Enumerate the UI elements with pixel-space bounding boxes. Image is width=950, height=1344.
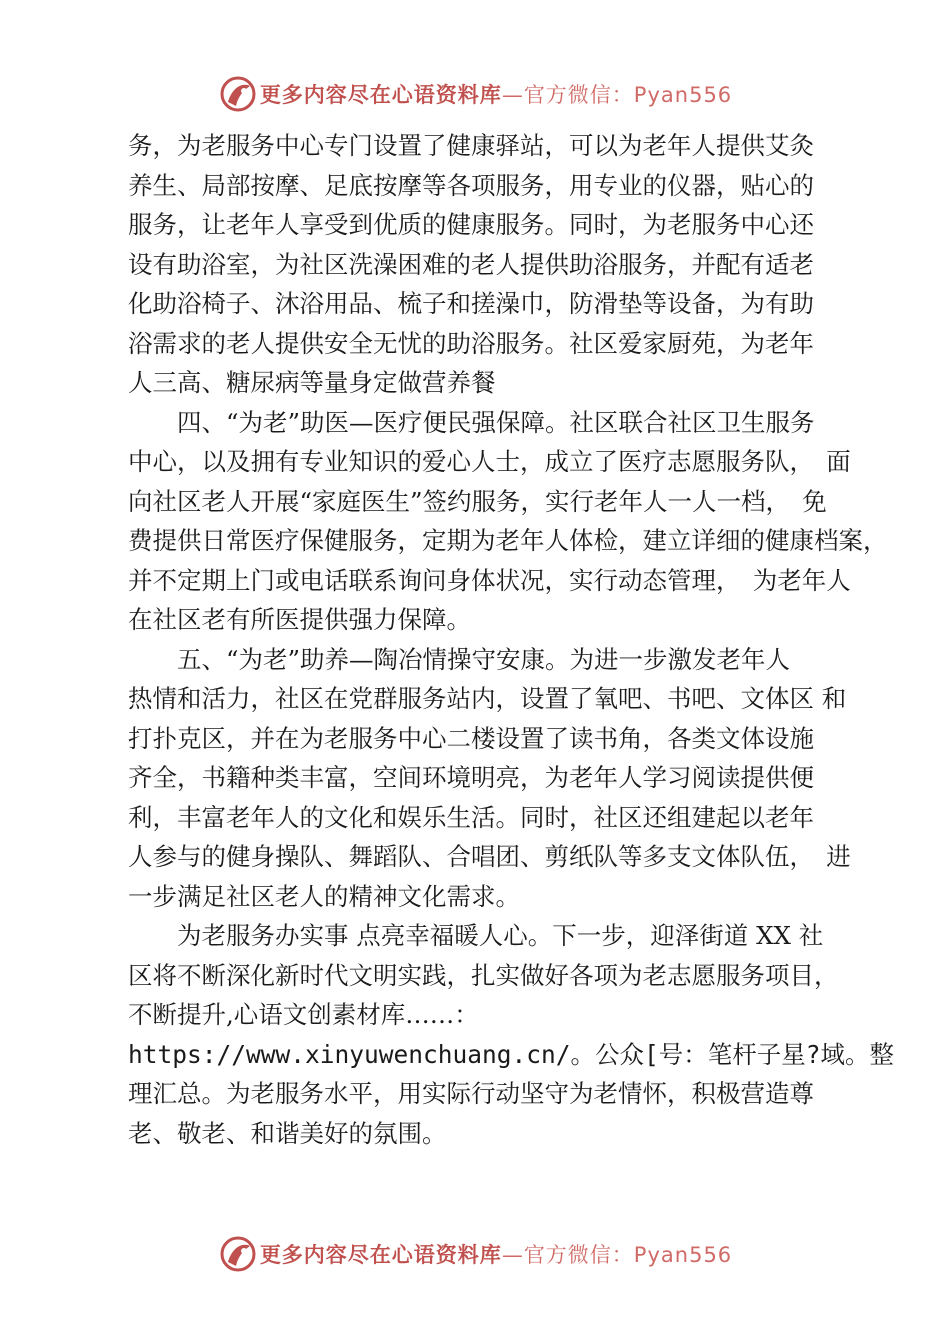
footer-banner-text — [260, 1239, 732, 1269]
footer-banner-title: 更多内容尽在心语资料库 — [259, 1243, 502, 1267]
text-line: 化助浴椅子、沐浴用品、梳子和搓澡巾，防滑垫等设备，为有助 — [128, 289, 814, 318]
footer-banner-contact: —官方微信：Pyan556 — [501, 1243, 733, 1267]
text-line: 浴需求的老人提供安全无忧的助浴服务。社区爱家厨苑，为老年 — [128, 328, 814, 358]
text-line: 不断提升,心语文创素材库……： — [128, 1000, 479, 1029]
text-line: 费提供日常医疗保健服务，定期为老年人体检，建立详细的健康档案， — [128, 526, 888, 555]
text-line: 四、“为老”助医—医疗便民强保障。社区联合社区卫生服务 — [128, 407, 815, 437]
text-line: 中心，以及拥有专业知识的爱心人士，成立了医疗志愿服务队， 面 — [128, 447, 851, 476]
text-line: 热情和活力，社区在党群服务站内，设置了氧吧、书吧、文体区 和 — [128, 684, 847, 713]
text-line: 在社区老有所医提供强力保障。 — [128, 605, 471, 634]
brand-logo-icon — [218, 1234, 258, 1274]
text-line: 一步满足社区老人的精神文化需求。 — [128, 881, 520, 911]
text-line: 务，为老服务中心专门设置了健康驿站，可以为老年人提供艾灸 — [128, 131, 814, 160]
text-line: 区将不断深化新时代文明实践，扎实做好各项为老志愿服务项目， — [128, 960, 839, 990]
text-line: 设有助浴室，为社区洗澡困难的老人提供助浴服务，并配有适老 — [128, 249, 814, 279]
text-line: 为老服务办实事 点亮幸福暖人心。下一步，迎泽街道 XX 社 — [128, 921, 824, 950]
header-banner-text — [260, 79, 732, 109]
header-banner — [0, 72, 950, 116]
text-line: 老、敬老、和谐美好的氛围。 — [128, 1118, 447, 1148]
text-line: 打扑克区，并在为老服务中心二楼设置了读书角，各类文体设施 — [128, 723, 814, 753]
text-line: 五、“为老”助养—陶冶情操守安康。为进一步激发老年人 — [128, 644, 791, 674]
text-line: 人三高、糖尿病等量身定做营养餐 — [128, 368, 496, 397]
text-line: 利，丰富老年人的文化和娱乐生活。同时，社区还组建起以老年 — [128, 802, 814, 832]
document-body — [128, 126, 895, 1153]
header-banner-title: 更多内容尽在心语资料库 — [259, 83, 502, 107]
text-line: 并不定期上门或电话联系询问身体状况，实行动态管理， 为老年人 — [128, 565, 851, 595]
text-line: 理汇总。为老服务水平，用实际行动坚守为老情怀，积极营造尊 — [128, 1079, 814, 1108]
footer-banner — [0, 1232, 950, 1276]
text-line: 养生、局部按摩、足底按摩等各项服务，用专业的仪器，贴心的 — [128, 170, 814, 200]
header-banner-contact: —官方微信：Pyan556 — [501, 83, 733, 107]
text-line-url: https://www.xinyuwenchuang.cn/。公众[号：笔杆子星?域。整 — [128, 1039, 895, 1069]
text-line: 向社区老人开展“家庭医生”签约服务，实行老年人一人一档， 免 — [128, 486, 827, 516]
brand-logo-icon — [218, 74, 258, 114]
text-line: 人参与的健身操队、舞蹈队、合唱团、剪纸队等多支文体队伍， 进 — [128, 842, 851, 871]
text-line: 齐全，书籍种类丰富，空间环境明亮，为老年人学习阅读提供便 — [128, 763, 814, 792]
text-line: 服务，让老年人享受到优质的健康服务。同时，为老服务中心还 — [128, 210, 814, 239]
